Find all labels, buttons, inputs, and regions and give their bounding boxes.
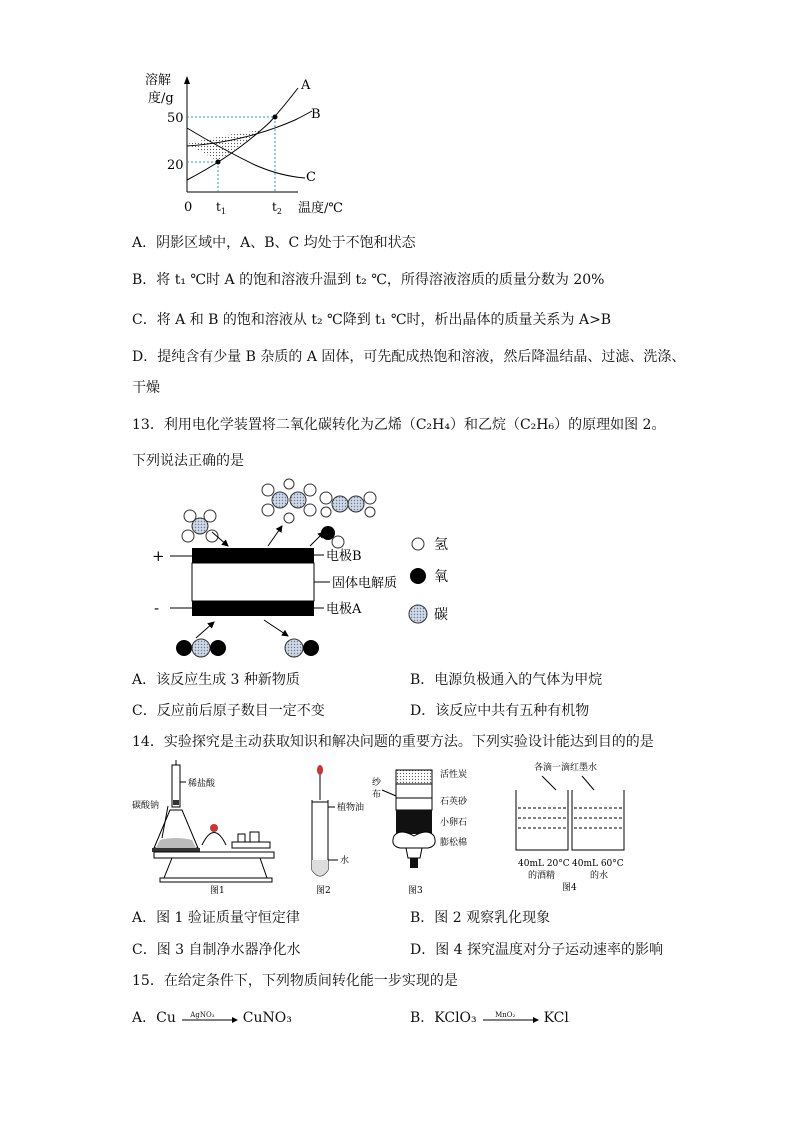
q13-option-d: D．该反应中共有五种有机物 (410, 703, 590, 719)
fig4-top-label: 各滴一滴红墨水 (534, 763, 598, 773)
q14-option-d: D．图 4 探究温度对分子运动速率的影响 (410, 942, 664, 958)
q15-option-a-reagent: AgNO₃ (190, 1011, 215, 1019)
legend-c-icon (409, 605, 427, 623)
q14-option-c: C．图 3 自制净水器净化水 (132, 942, 301, 958)
q14-stem: 14．实验探究是主动获取知识和解决问题的重要方法。下列实验设计能达到目的的是 (132, 734, 654, 750)
q15-option-a-arrow (180, 1011, 238, 1025)
q15-option-b-product: KCl (543, 1010, 569, 1026)
legend-o-label: 氧 (434, 569, 448, 585)
q12-option-d-line1: D．提纯含有少量 B 杂质的 A 固体，可先配成热饱和溶液，然后降温结晶、过滤、洗涤、 (132, 349, 686, 365)
q13-option-b: B．电源负极通入的气体为甲烷 (410, 672, 603, 688)
q13-stem-line1: 13．利用电化学装置将二氧化碳转化为乙烯（C₂H₄）和乙烷（C₂H₆）的原理如图 2。 (132, 417, 666, 433)
fig3-cloth-label-2: 布 (372, 790, 382, 800)
fig2-water-label: 水 (340, 856, 350, 866)
curve-a-label: A (301, 78, 311, 93)
molecule-bottom-right (285, 639, 319, 657)
q12-option-a: A．阴影区域中，A、B、C 均处于不饱和状态 (132, 235, 416, 251)
y-axis-label-2: 度/g (148, 91, 174, 106)
q13-option-c: C．反应前后原子数目一定不变 (132, 703, 325, 719)
fig1-acid-label: 稀盐酸 (188, 779, 216, 789)
fig3-caption: 图3 (408, 886, 423, 896)
legend-c-label: 碳 (434, 607, 448, 623)
fig2-caption: 图2 (316, 886, 331, 896)
q13-option-a: A．该反应生成 3 种新物质 (132, 672, 300, 688)
q13-stem-line2: 下列说法正确的是 (132, 453, 244, 469)
legend-o-icon (410, 568, 426, 584)
q12-option-b: B．将 t₁ ℃时 A 的饱和溶液升温到 t₂ ℃，所得溶液溶质的质量分数为 20% (132, 272, 605, 288)
solubility-graph (140, 70, 370, 220)
fig2-oil-label: 植物油 (337, 803, 365, 813)
q15-option-a (132, 1008, 292, 1028)
solid-electrolyte-label: 固体电解质 (332, 576, 398, 591)
electrode-b-plate (192, 548, 314, 563)
arrow-in-bottom (196, 622, 214, 638)
fig1-balance (132, 760, 274, 896)
molecule-top-right (320, 492, 376, 548)
q14-option-b: B．图 2 观察乳化现象 (410, 910, 551, 926)
q15-option-b-arrow (481, 1011, 539, 1025)
minus-sign: - (154, 599, 160, 617)
fig2-test-tube (312, 765, 364, 896)
fig3-carbon-label: 活性炭 (440, 770, 468, 780)
q15-stem: 15．在给定条件下，下列物质间转化能一步实现的是 (132, 973, 458, 989)
fig4-left-label-2: 的酒精 (528, 871, 556, 881)
fig3-sand-label: 石英砂 (440, 797, 468, 807)
q15-option-a-prefix: A．Cu (132, 1010, 176, 1026)
fig4-beakers (516, 761, 624, 893)
curve-c-label: C (306, 170, 316, 185)
q15-option-b-reagent: MnO₂ (495, 1011, 516, 1019)
q15-option-b-prefix: B．KClO₃ (410, 1010, 477, 1026)
fig3-water-filter (372, 768, 468, 896)
y-axis-label-1: 溶解 (145, 73, 172, 88)
q14-option-a: A．图 1 验证质量守恒定律 (132, 910, 300, 926)
q15-option-a-product: CuNO₃ (242, 1010, 292, 1026)
legend-h-icon (412, 538, 424, 550)
q15-option-b (410, 1008, 569, 1028)
electrode-a-plate (192, 601, 314, 616)
point-t2 (273, 115, 278, 120)
molecule-top-left (182, 510, 218, 542)
fig3-cloth-label-1: 纱 (372, 778, 382, 788)
fig4-caption: 图4 (562, 883, 577, 893)
fig4-left-label-1: 40mL 20°C (518, 859, 570, 869)
fig1-caption: 图1 (210, 886, 225, 896)
electrochem-diagram (140, 478, 480, 663)
arrow-out-top-2 (310, 532, 324, 546)
electrode-a-label: 电极A (326, 602, 362, 617)
point-t1 (216, 160, 221, 165)
arrow-out-bottom (264, 620, 288, 636)
y-axis-arrow (184, 76, 190, 84)
molecule-bottom-left (176, 639, 226, 657)
y-tick-20: 20 (167, 158, 184, 173)
legend-h-label: 氢 (434, 537, 448, 553)
plus-sign: + (152, 547, 165, 565)
fig1-salt-label: 碳酸钠 (132, 801, 160, 811)
curve-b-label: B (311, 107, 321, 122)
x-axis-label: 温度/℃ (298, 201, 343, 216)
molecule-top-middle (262, 479, 316, 523)
x-tick-t2: $t_2$ (272, 200, 282, 216)
arrow-out-top-1 (268, 526, 282, 546)
y-tick-50: 50 (167, 111, 184, 126)
fig4-right-label-1: 40mL 60°C (572, 859, 624, 869)
x-tick-t1: $t_1$ (216, 200, 226, 216)
electrode-b-label: 电极B (326, 549, 362, 564)
q12-option-d-line2: 干燥 (132, 380, 160, 396)
fig4-right-label-2: 的水 (590, 871, 609, 881)
experiment-figures (132, 760, 652, 898)
q12-option-c: C．将 A 和 B 的饱和溶液从 t₂ ℃降到 t₁ ℃时，析出晶体的质量关系为 A>B (132, 312, 612, 328)
solid-electrolyte (192, 563, 314, 601)
origin-label: 0 (184, 200, 193, 215)
fig3-cotton-label: 膨松棉 (440, 838, 468, 848)
fig3-pebble-label: 小卵石 (440, 818, 468, 828)
